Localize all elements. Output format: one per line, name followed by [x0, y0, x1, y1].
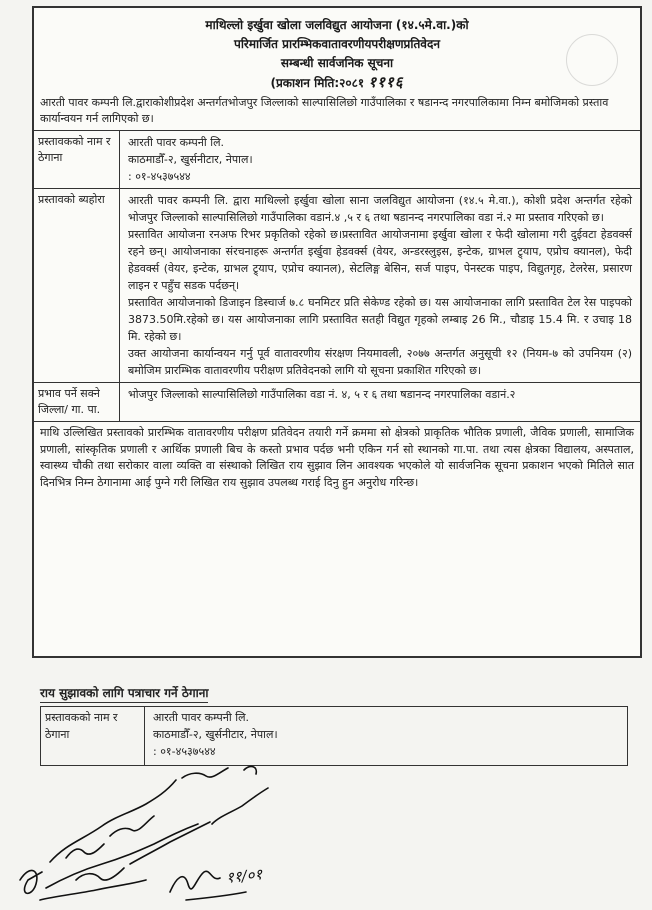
proponent-address: काठमाडौँ-२, खुर्सनीटार, नेपाल।: [128, 153, 253, 166]
proposal-paragraph-4: उक्त आयोजना कार्यान्वयन गर्नु पूर्व वातावरणीय संरक्षण नियमावली, २०७७ अन्तर्गत अनुसूची १२ (नियम-७ को उपनियम (२) बमोजिम प्रारम्भिक वातावरणीय परीक्षण प्रतिवेदनको लागि यो सूचना प्रकाशित गरिएको छ।: [128, 347, 632, 377]
faint-stamp: [566, 34, 618, 86]
row-label: प्रभाव पर्ने सक्ने जिल्ला/ गा. पा.: [34, 383, 120, 421]
row-value: [120, 131, 640, 188]
row-value: [120, 189, 640, 382]
title-line-2: परिमार्जित प्रारम्भिकवातावरणीयपरीक्षणप्रतिवेदन: [234, 37, 440, 51]
contact-value: [145, 707, 286, 765]
details-table: [34, 131, 640, 422]
contact-table: [40, 706, 628, 766]
contact-label: प्रस्तावकको नाम र ठेगाना: [41, 707, 145, 765]
publication-date-handwritten: १११६: [368, 73, 404, 91]
contact-phone: : ०१-४५३७५४४: [153, 745, 216, 758]
closing-text: माथि उल्लिखित प्रस्तावको प्रारम्भिक वातावरणीय परीक्षण प्रतिवेदन तयारी गर्ने क्रममा सो क्षेत्रको प्राकृतिक भौतिक प्रणाली, जैविक प्रणाली, सामाजिक प्रणाली, सांस्कृतिक प्रणाली र आर्थिक प्रणाली बिच के कस्तो प्रभाव पर्दछ भनी एकिन गर्न सो स्थानको गा.पा. तथा त्यस क्षेत्रका विद्यालय, अस्पताल, स्वास्थ्य चौकी तथा सरोकार वाला व्यक्ति वा संस्थाको लिखित राय सुझाव लिन आवश्यक भएकोले यो सार्वजनिक सूचना प्रकाशन भएको मितिले सात दिनभित्र निम्न ठेगानामा आई पुग्ने गरी लिखित राय सुझाव उपलब्ध गराई दिनु हुन अनुरोध गरिन्छ।: [40, 426, 635, 489]
row-label: प्रस्तावकको नाम र ठेगाना: [34, 131, 120, 188]
contact-name: आरती पावर कम्पनी लि.: [153, 711, 250, 724]
proponent-name: आरती पावर कम्पनी लि.: [128, 136, 225, 149]
public-notice: [32, 6, 642, 658]
publication-date: [34, 73, 640, 93]
contact-address: काठमाडौँ-२, खुर्सनीटार, नेपाल।: [153, 728, 278, 741]
contact-heading: राय सुझावको लागि पत्राचार गर्ने ठेगाना: [40, 684, 208, 703]
table-row-proposal: [34, 189, 640, 383]
proposal-paragraph-2: प्रस्तावित आयोजना रनअफ रिभर प्रकृतिको रहेको छ।प्रस्तावित आयोजनामा इर्खुवा खोला र फेदी खोलामा गरी दुईवटा हेडवर्क्स रहने छन्। आयोजनाका संरचनाहरू अन्तर्गत इर्खुवा हेडवर्क्स (वेयर, अन्डरस्लुइस, इन्टेक, ग्राभल ट्र्याप, एप्रोच क्यानल), फेदी हेडवर्क्स (वेयर, इन्टेक, ग्राभल ट्र्याप, एप्रोच क्यानल), सेटलिङ्ग बेसिन, सर्ज पाइप, पेनस्टक पाइप, विद्युतगृह, टेलरेस, प्रसारण लाइन र पहुँच सडक पर्दछन्।: [128, 228, 632, 292]
row-label: प्रस्तावको ब्यहोरा: [34, 189, 120, 382]
intro-text: आरती पावर कम्पनी लि.द्वाराकोशीप्रदेश अन्तर्गतभोजपुर जिल्लाको साल्पासिलिछो गाउँपालिका र षडानन्द नगरपालिकामा निम्न बमोजिमको प्रस्ताव कार्यान्वयन गर्न लागिएको छ।: [34, 93, 640, 131]
proposal-paragraph-3: प्रस्तावित आयोजनाको डिजाइन डिस्चार्ज ७.८ घनमिटर प्रति सेकेण्ड रहेको छ। यस आयोजनाका लागि प्रस्तावित टेल रेस पाइपको 3873.50मि.रहेको छ। यस आयोजनाका लागि प्रस्तावित सतही विद्युत गृहको लम्बाइ 26 मि., चौडाइ 15.4 मि. र उचाइ 18 मि. रहेको छ।: [128, 296, 632, 343]
row-value: भोजपुर जिल्लाको साल्पासिलिछो गाउँपालिका वडा नं. ४, ५ र ६ तथा षडानन्द नगरपालिका वडानं.२: [128, 388, 516, 401]
title-line-1: माथिल्लो इर्खुवा खोला जलविद्युत आयोजना (१४.५मे.वा.)को: [205, 18, 469, 32]
proposal-paragraph-1: आरती पावर कम्पनी लि. द्वारा माथिल्लो इर्खुवा खोला साना जलविद्युत आयोजना (१४.५ मे.वा.), कोशी प्रदेश अन्तर्गत रहेको भोजपुर जिल्लाको साल्पासिलिछो गाउँपालिका वडानं.४ ,५ र ६ तथा षडानन्द नगरपालिका वडा नं.२ मा प्रस्ताव गरिएको छ।: [128, 194, 632, 224]
table-row-proponent: [34, 131, 640, 189]
proponent-phone: : ०१-४५३७५४४: [128, 170, 191, 183]
publication-date-label: (प्रकाशन मिति:२०८१: [270, 76, 365, 90]
title-line-3: सम्बन्धी सार्वजनिक सूचना: [280, 56, 394, 70]
notice-title: [34, 8, 640, 93]
table-row-affected-area: [34, 383, 640, 422]
signature-date: ११/०१: [225, 865, 264, 887]
handwritten-signature: [6, 760, 306, 910]
